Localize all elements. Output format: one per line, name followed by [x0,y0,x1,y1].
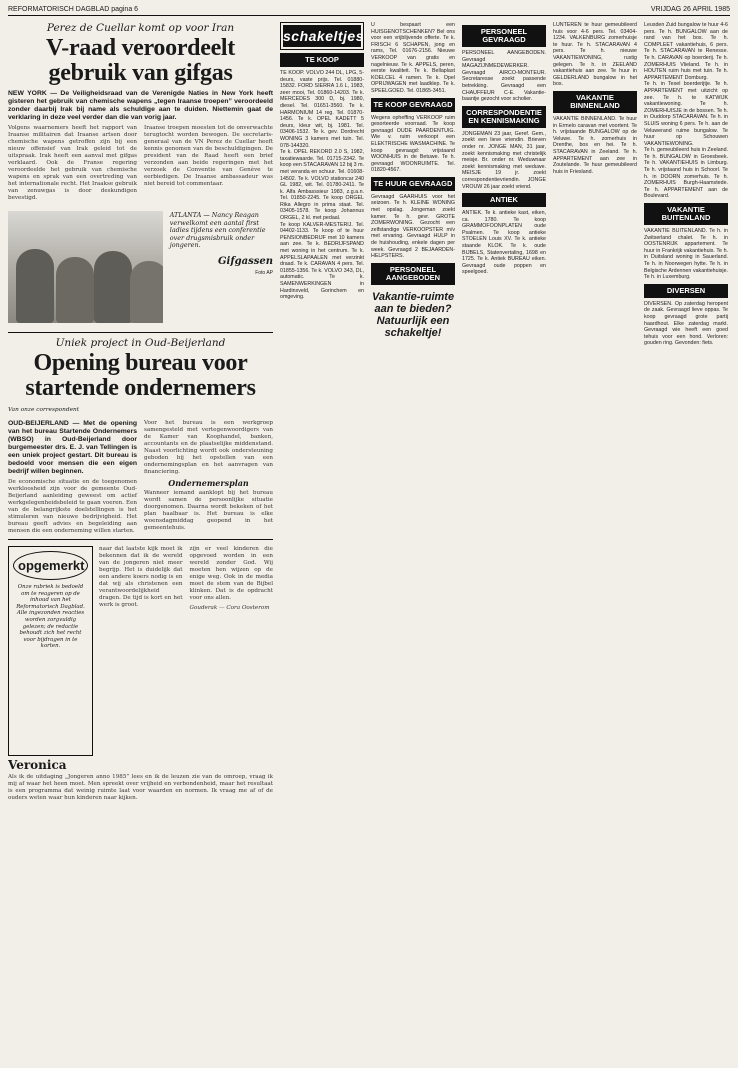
article2-body [8,420,273,535]
classified-ads: Wegens opheffing VERKOOP ruim gesorteerde voorraad. Te koop gevraagd OUDE PAARDENTUIG. Wie v. ruim verkoopt een ELEKTRISCHE WASMACHINE. Te koop gevraagd: vrijstaand WOONHUIS in de Betuwe. Te h. gevraagd WOONRUIMTE. Tel. 01820-4567. [371,114,455,174]
article1-body [8,125,273,202]
classified-ads: LUNTEREN te huur gemeubileerd huis voor 4-6 pers. Tel. 03404-1234. VALKENBURG zomerhuisje te huur. Te h. STACARAVAN 4 pers. Te h. nieuwe VAKANTIEWONING, rustig gelegen. Te h. in ZEELAND vakantiehuis aan zee. Te huur in GELDERLAND bungalow in het bos. [553,22,637,88]
classified-ads: Te h. gemeubileerd huis in Zeeland. Te h. BUNGALOW in Groesbeek. Te h. VAKANTIEHUIS in Limburg. Te h. vrijstaand huis in Schoorl. Te h. in DOORN zomerhuis. Te h. ZOMERHUIS Burgh-Haamstede. Te h. APPARTEMENT aan de Boulevard. [644,147,728,200]
classified-ads: DIVERSEN. Op zaterdag heropent de zaak. Gevraagd lieve oppas. Te koop gevraagd grote partij haardhout. Elke zaterdag markt. Gevraagd wie heeft een goed tehuis voor een hond. Verloren: gouden ring. Gevonden: fiets. [644,300,728,347]
header-rule [8,15,730,16]
section-divider [8,332,273,333]
article1-photo-block [8,206,273,328]
classified-column [553,22,637,1062]
article1-col2: Iraanse troepen moesten tot de onverwachte terugtocht worden bewogen. De secretaris-generaal van de VN Perez de Cuellar heeft kennis genomen van de beschuldigingen. De president van de Raad heeft een brief verzonden aan beide regeringen met het verzoek de Conventie van Genève te eerbiedigen. De Iraanse ambassadeur was niet bereid tot commentaar. [144,125,273,187]
article2-lead: OUD-BEIJERLAND — Met de opening van het bureau Startende Ondernemers (WBSO) in Oud-Beijerland door burgemeester drs. E. J. van Tellingen is een uniek project gestart. Dit bureau is bedoeld voor mensen die een eigen bedrijf willen beginnen. [8,420,137,476]
article2-kicker: Uniek project in Oud-Beijerland [55,337,226,349]
author-place: Gouderak [189,605,218,612]
author-name: Cora Oosterom [226,605,270,612]
classified-ads: U bespaart een HUISGENOTSCHENKEN? Bel ons voor een vrijblijvende offerte. Te k. FRISCH 6 SCHAPEN, jong en rams, Tel. 01676-2156. Nieuwe VERKOOP van gratis en nagelnieuw. Te k. APPELS, peren, eerste kwaliteit. Te k. Bellaplast KOELCEL 4 ramen. Te k. Opel OPRIJWAGEN met laadklep. Te k. SPEELGOED. Tel. 01865-3451. [371,22,455,94]
classified-ads: VAKANTIE BUITENLAND. Te h. in Zwitserland chalet. Te h. in OOSTENRIJK appartement. Te huur in Frankrijk vakantiehuis. Te h. in Duitsland woning in Sauerland. Te h. in Noorwegen hytte. Te h. in Belgische Ardennen vakantiehuisje. Te h. in Luxemburg. [644,228,728,281]
article1-headline: V-raad veroordeelt gebruik van gifgas [46,35,235,86]
schakeltjes-logo [280,22,364,50]
classified-ads: Te h. in Texel boerderijtje. Te h. APPARTEMENT met uitzicht op zee. Te h. te KATWIJK vakantiewoning. Te h. ZOMERHUISJE in de bossen. Te h. in Ouddorp STACARAVAN. Te h. in SLUIS woning 6 pers. Te h. aan de Veluwerand ruime bungalow. Te huur op Schouwen VAKANTIEWONING. [644,81,728,147]
category-personeel-gevraagd: PERSONEEL GEVRAAGD [462,25,546,47]
category-te-koop: TE KOOP [280,53,364,67]
classified-ads: JONGEMAN 23 jaar, Geref. Gem., zoekt een lieve vriendin. Brieven onder nr. JONGE MAN, 31 jaar, zoekt kennismaking met christelijk meisje. Br. onder nr. Weduwnaar zoekt kennismaking met weduwe. MEISJE 19 jr. zoekt correspondentievriendin. JONGE VROUW 26 jaar zoekt vriend. [462,130,546,190]
article2-headline: Opening bureau voor startende ondernemers [25,350,256,401]
photo-person [16,249,54,323]
opgemerkt-section [8,546,273,756]
article2-subhead: Ondernemersplan [168,478,249,489]
classified-ads: Leusden Zuid bungalow te huur 4-6 pers. Te h. BUNGALOW aan de rand van het bos. Te h. COMPLEET vakantiehuis, 6 pers. Te h. STACARAVAN te Renesse. Te h. CARAVAN op boerderij. Te h. ZOMERHUIS Vlieland. Te h. in HOUTEN ruim huis met tuin. Te h. APPARTEMENT Domburg. [644,22,728,81]
classified-column [371,22,455,1062]
opgemerkt-box [8,546,93,756]
page-header [0,0,738,16]
classified-ads: ANTIEK. Te k. antieke kast, eiken, ca. 1780. Te koop GRAMMOFOONPLATEN oude Psalmen. Te koop antieke STOELEN Louis XV. Te k. antieke staande KLOK. Te k. oude BIJBELS, Statenvertaling, 1698 en 1725. Te k. Antiek BUREAU eiken. Gevraagd oude poppen en speelgoed. [462,210,546,276]
classified-ads: Te koop KALVER-MESTERIJ. Tel. 04402-1133. Te koop of te huur PENSIONBEDRIJF met 10 kamers aan zee. Te k. BEDRIJFSPAND met woning in het centrum. Te k. APPELSLAPAALEN met verzinkt draad. Te k. CARAVAN 4 pers. Tel. 01855-1356. Te k. VOLVO 343, DL, automatic. Te k. SAMENWERKINGEN in Hardinxveld, Gorinchem en omgeving. [280,221,364,301]
category-vakantie-binnenland: VAKANTIE BINNENLAND [553,91,637,113]
photo-credit: Foto AP [255,270,273,277]
opgemerkt-text: Onze rubriek is bedoeld om te reageren op de inhoud van het Reformatorisch Dagblad. Alle ingezonden reacties worden zorgvuldig gelezen; de redactie behoudt zich het recht voor bijdragen in te korten. [16,584,85,650]
category-personeel-aangeboden: PERSONEEL AANGEBODEN [371,263,455,285]
veronica-title: Veronica [8,758,67,773]
veronica-col3: zijn er veel kinderen die opgevoed worden in een wereld zonder God. Wij moeten hen wijzen op de enige weg. Ook in de media moet de stem van de Bijbel klinken. Dat is de opdracht voor ons allen. [189,546,273,602]
article1-lead: NEW YORK — De Veiligheidsraad van de Verenigde Naties in New York heeft gisteren het gebruik van chemische wapens „tegen Iraanse troepen” veroordeeld zonder daarbij Irak bij name als schuldige aan te duiden. Niettemin gaat de verklaring in deze veel verder dan die van vorig jaar. [8,90,273,121]
classified-column [280,22,364,1062]
classified-column [644,22,728,1062]
photo-person [94,251,132,323]
article2-col2: Voor het bureau is een werkgroep samengesteld met vertegenwoordigers van de Kamer van Koophandel, banken, accountants en de plaatselijke middenstand. Naast voorlichting wordt ook ondersteuning geboden bij het opstellen van een ondernemingsplan en het aanvragen van financiering. [144,420,273,476]
article2-byline: Van onze correspondent [8,406,80,413]
veronica-letter [99,546,273,756]
photo-caption: ATLANTA — Nancy Reagan verwelkomt een aantal first ladies tijdens een conferentie over drugsmisbruik onder jongeren. [169,211,266,250]
editorial-column [8,22,273,1062]
classified-ads: PERSONEEL AANGEBODEN. Gevraagd MAGAZIJNMEDEWERKER. Gevraagd AIRCO-MONTEUR. Secretaresse zoekt passende betrekking. Gevraagd een CHAUFFEUR C-E. Vakantie-baantje gezocht voor scholier. [462,50,546,103]
classified-ads: TE KOOP. VOLVO 244 DL, LPG, 5-deurs, vaste prijs. Tel. 01880-15832. FORD SIERRA 1.6 L, 1983, zeer mooi, Tel. 01860-14203. Te k. MERCEDES 300 D, bj. 1980, diesel. Tel. 01651-3560. Te k. HARMONIUM 14 reg. Tel. 01870-1456. Te k. OPEL KADETT 5 deurs, kleur wit, bj. 1981. Tel. 03406-1532. Te k. gev. Dordrecht WONING 3 kamers met tuin. Tel. 078-144320. [280,70,364,149]
classifieds-section [280,22,730,1062]
photo-person [56,257,94,323]
veronica-text: Als ik de uitdaging „Jongeren anno 1985” lees en ik de leuzen zie van de omroep, vraag ik mij af waar het heen moet. Men spreekt over vrijheid en verbondenheid, maar het resultaat is een programma dat weinig ruimte laat voor waarden en normen. Ik vraag me af of de ouders weten waar hun kinderen naar kijken. [8,774,273,802]
photo-caption-title: Gifgassen [217,256,273,268]
article1-col1: Volgens waarnemers heeft het rapport van Iraanse militairen dat Iraanse artsen door chemische wapens getroffen zijn bij een nieuw offensief van Irak geleid tot de uitspraak. Irak heeft een aanval met gifgas verklaard. Ook de Franse regering veroordeelde het gebruik van chemische wapens en sprak van een overtreding van het internationale recht. Het Iraakse gebruik van zenuwgas is door deskundigen bevestigd. [8,125,137,201]
opgemerkt-logo: opgemerkt [13,551,88,580]
schakeltjes-logo-text: schakeltjes [283,25,361,47]
category-antiek: ANTIEK [462,193,546,207]
classified-column [462,22,546,1062]
classified-ads: Te k. OPEL REKORD 2.0 S, 1982, taxatiewaarde. Tel. 01715-2342. Te koop een STACARAVAN 12 bij 3 m. met veranda en schuur. Tel. 01608-14502. Te k. VOLVO stationcar 240 GL 1982, wit. Tel. 01780-2411. Te k. Alfa Ambasssieur 1983, z.g.a.n. Tel. 01850-2245. Te koop ORGEL Rika Allegro in prima staat. Tel. 03405-1578. Te koop Johannus ORGEL, 2 kl. met pedaal. [280,149,364,222]
classified-ads: VAKANTIE BINNENLAND. Te huur in Ermelo caravan met voortent. Te h. vrijstaande BUNGALOW op de Veluwe. Te h. zomerhuis in Drenthe, bos en hei. Te h. STACARAVAN in Zeeland. Te h. APPARTEMENT aan zee in Zoutelande. Te huur gemeubileerd huis in Friesland. [553,115,637,175]
category-vakantie-buitenland: VAKANTIE BUITENLAND [644,203,728,225]
header-left: REFORMATORISCH DAGBLAD pagina 6 [8,6,139,13]
category-diversen: DIVERSEN [644,284,728,298]
category-correspondentie: CORRESPONDENTIE EN KENNISMAKING [462,106,546,128]
article1-kicker: Perez de Cuellar komt op voor Iran [46,22,235,34]
veronica-author: Gouderak — Cora Oosterom [189,605,270,612]
header-right: VRIJDAG 26 APRIL 1985 [650,6,730,13]
vakantie-slogan: Vakantie-ruimte aan te bieden? Natuurlijk een schakeltje! [371,290,455,339]
photo-person [130,261,163,323]
category-te-koop-gevraagd: TE KOOP GEVRAAGD [371,98,455,112]
article2-col3: Wanneer iemand aanklopt bij het bureau wordt samen de persoonlijke situatie doorgenomen. Daarna wordt bekeken of het plan haalbaar is. Het bureau is elke woensdagmiddag geopend in het gemeentehuis. [144,490,273,532]
category-te-huur-gevraagd: TE HUUR GEVRAAGD [371,177,455,191]
article2-col1: De economische situatie en de toegenomen werkloosheid zijn voor de gemeente Oud-Beijerland aanleiding geweest om actief werkgelegenheidsbeleid te gaan voeren. Een van de belangrijkste doelstellingen is het stimuleren van nieuwe bedrijvigheid. Het bureau geeft advies en begeleiding aan mensen die een onderneming willen starten. [8,479,137,535]
veronica-col2: naar dat laatste kijk moet ik bekennen dat ik de wereld van de jongeren niet meer begrijp. Het is duidelijk dat een andere koers nodig is en dat wij als christenen een verantwoordelijkheid dragen. De tijd is kort en het werk is groot. [99,546,183,609]
news-photo [8,211,163,323]
classified-ads: Gevraagd GAARHUIS voor het seizoen. Te h. KLEINE WONING met opslag. Jongeman zoekt kamer. Te h. gevr. GROTE ZOMERWONING. Gezocht een zelfstandige VERKOOPSTER m/v met ervaring. Gevraagd HULP in de huishouding, enkele dagen per week. Gevraagd 2 BEJAARDEN-HELPSTERS. [371,193,455,260]
section-divider [8,539,273,540]
